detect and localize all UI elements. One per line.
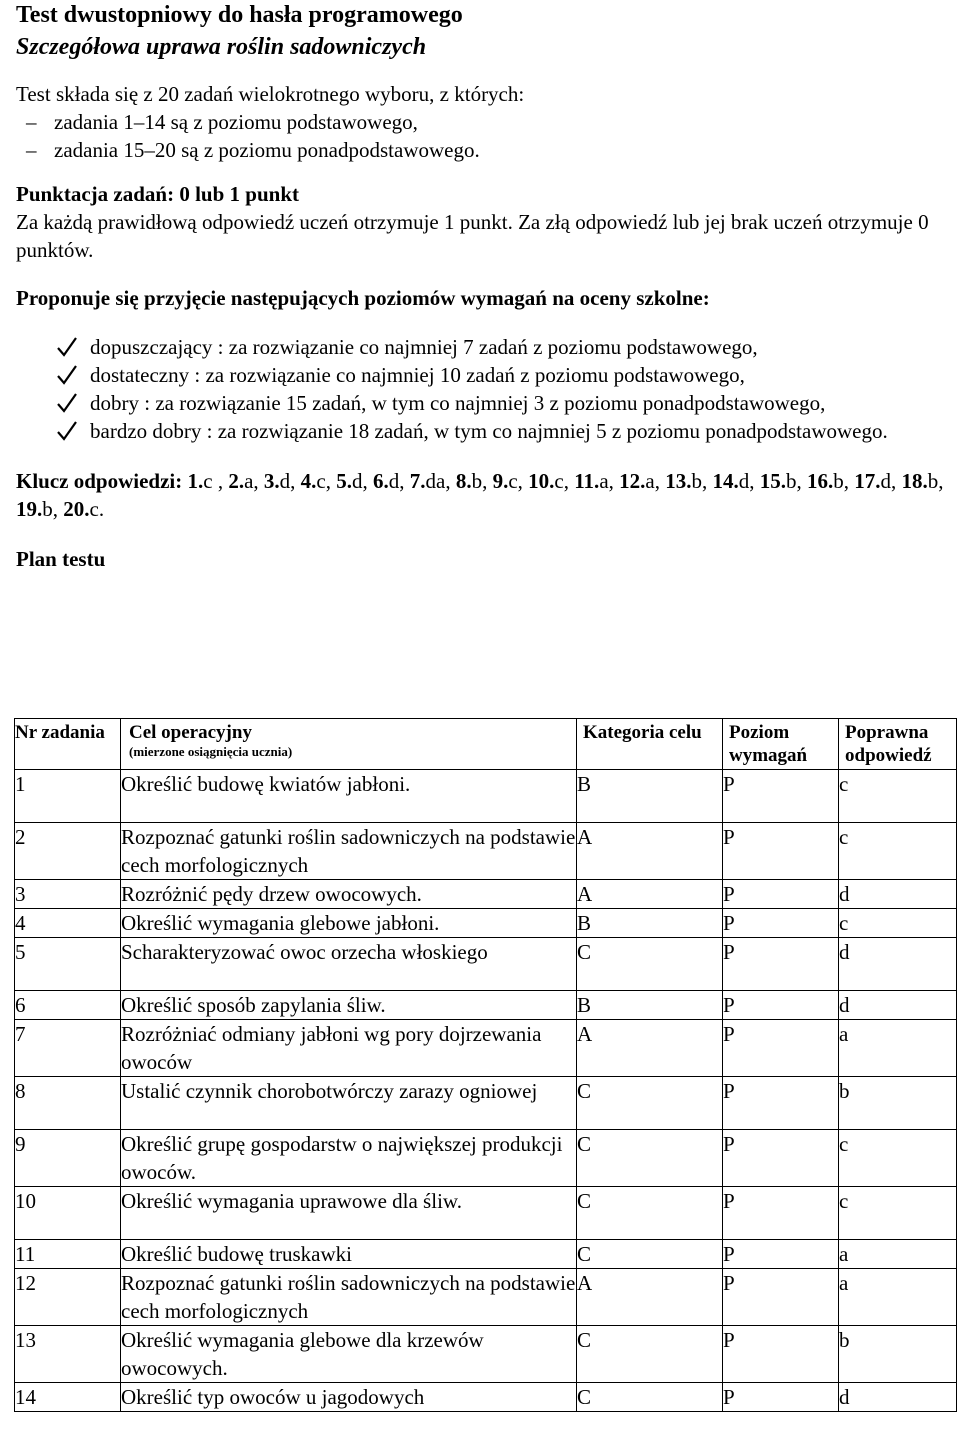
row-answer: b [839, 1326, 957, 1383]
dash-marker: – [26, 138, 37, 162]
row-category: C [577, 1240, 723, 1269]
requirement-item [16, 389, 952, 417]
table-row [15, 1130, 957, 1187]
row-answer: c [839, 823, 957, 880]
requirement-text: dobry : za rozwiązanie 15 zadań, w tym co najmniej 3 z poziomu ponadpodstawowego, [90, 391, 826, 415]
checkmark-icon [56, 389, 78, 417]
row-number: 14 [15, 1383, 121, 1412]
row-goal: Określić budowę kwiatów jabłoni. [121, 770, 577, 823]
intro-item-text: zadania 15–20 są z poziomu ponadpodstawowego. [54, 138, 480, 162]
row-level: P [723, 1269, 839, 1326]
row-category: A [577, 1269, 723, 1326]
row-number: 1 [15, 770, 121, 823]
row-number: 3 [15, 880, 121, 909]
row-category: C [577, 1326, 723, 1383]
requirement-item [16, 333, 952, 361]
checkmark-icon [56, 361, 78, 389]
table-row [15, 1020, 957, 1077]
intro-line: Test składa się z 20 zadań wielokrotnego wyboru, z których: [16, 82, 525, 106]
intro-item-basic [16, 108, 952, 136]
row-goal: Ustalić czynnik chorobotwórczy zarazy ogniowej [121, 1077, 577, 1130]
table-row [15, 1383, 957, 1412]
row-goal: Rozpoznać gatunki roślin sadowniczych na podstawie cech morfologicznych [121, 1269, 577, 1326]
row-level: P [723, 991, 839, 1020]
checkmark-icon [56, 333, 78, 361]
row-number: 5 [15, 938, 121, 991]
row-answer: b [839, 1077, 957, 1130]
row-number: 2 [15, 823, 121, 880]
requirement-item [16, 361, 952, 389]
header-level: Poziom wymagań [723, 719, 839, 770]
answer-key-letter: a [599, 469, 609, 493]
requirement-text: bardzo dobry : za rozwiązanie 18 zadań, w tym co najmniej 5 z poziomu ponadpodstawowego. [90, 419, 888, 443]
row-category: B [577, 909, 723, 938]
row-number: 10 [15, 1187, 121, 1240]
answer-key-number: 16. [806, 469, 834, 493]
row-number: 8 [15, 1077, 121, 1130]
answer-key-letter: d [351, 469, 363, 493]
row-answer: a [839, 1240, 957, 1269]
answer-key-number: 11. [574, 469, 600, 493]
requirement-item [16, 417, 952, 445]
answer-key-letter: b [691, 469, 702, 493]
row-goal: Scharakteryzować owoc orzecha włoskiego [121, 938, 577, 991]
row-level: P [723, 1326, 839, 1383]
row-goal: Rozróżniać odmiany jabłoni wg pory dojrzewania owoców [121, 1020, 577, 1077]
requirement-text: dostateczny : za rozwiązanie co najmniej 10 zadań z poziomu podstawowego, [90, 363, 745, 387]
row-category: C [577, 938, 723, 991]
requirements-list [16, 333, 952, 445]
answer-key-number: 9. [492, 469, 509, 493]
answer-key-number: 19. [16, 497, 43, 521]
table-row [15, 1187, 957, 1240]
test-plan-table [14, 718, 957, 1412]
scoring-section [16, 180, 952, 264]
table-row [15, 1077, 957, 1130]
answer-key-letter: a [645, 469, 655, 493]
row-answer: c [839, 909, 957, 938]
answer-key-number: 8. [455, 469, 472, 493]
row-category: C [577, 1383, 723, 1412]
answer-key-letter: b [471, 469, 483, 493]
row-goal: Określić sposób zapylania śliw. [121, 991, 577, 1020]
row-level: P [723, 1187, 839, 1240]
answer-key-number: 5. [336, 469, 352, 493]
row-number: 11 [15, 1240, 121, 1269]
answer-key-number: 6. [372, 469, 389, 493]
row-answer: a [839, 1269, 957, 1326]
row-category: B [577, 991, 723, 1020]
row-category: B [577, 770, 723, 823]
row-goal: Określić wymagania glebowe jabłoni. [121, 909, 577, 938]
table-row [15, 880, 957, 909]
row-level: P [723, 823, 839, 880]
answer-key-number: 14. [712, 469, 739, 493]
row-answer: d [839, 1383, 957, 1412]
answer-key-letter: d [279, 469, 291, 493]
row-level: P [723, 1077, 839, 1130]
answer-key-letter: d [880, 469, 891, 493]
dash-marker: – [26, 110, 37, 134]
intro-item-advanced [16, 136, 952, 164]
row-goal: Określić grupę gospodarstw o największej produkcji owoców. [121, 1130, 577, 1187]
answer-key-number: 2. [228, 469, 245, 493]
table-row [15, 1326, 957, 1383]
row-level: P [723, 880, 839, 909]
answer-key-number: 1. [187, 469, 204, 493]
row-number: 7 [15, 1020, 121, 1077]
answer-key-letter: c [316, 469, 326, 493]
row-answer: c [839, 1187, 957, 1240]
row-goal: Rozróżnić pędy drzew owocowych. [121, 880, 577, 909]
row-number: 6 [15, 991, 121, 1020]
answer-key-letter: b [785, 469, 797, 493]
row-goal: Określić wymagania glebowe dla krzewów owocowych. [121, 1326, 577, 1383]
answer-key-number: 3. [263, 469, 280, 493]
intro-section [16, 80, 952, 164]
table-body [15, 770, 957, 1412]
header-answer: Poprawna odpowiedź [839, 719, 957, 770]
answer-key-heading: Klucz odpowiedzi: [16, 469, 183, 493]
answer-key-letter: b [927, 469, 939, 493]
header-goal [121, 719, 577, 770]
row-category: A [577, 1020, 723, 1077]
answer-key-letter: d [738, 469, 750, 493]
row-category: C [577, 1077, 723, 1130]
answer-key-letter: c. [89, 497, 105, 521]
document-title: Test dwustopniowy do hasła programowego [16, 2, 463, 28]
answer-key-letter: c [203, 469, 213, 493]
requirement-text: dopuszczający : za rozwiązanie co najmniej 7 zadań z poziomu podstawowego, [90, 335, 758, 359]
answer-key-number: 4. [300, 469, 317, 493]
answer-key-letter: b [833, 469, 844, 493]
header-category: Kategoria celu [577, 719, 723, 770]
row-level: P [723, 1240, 839, 1269]
answer-key-letter: c [554, 469, 564, 493]
answer-key-letter: c [508, 469, 518, 493]
table-row [15, 770, 957, 823]
row-category: C [577, 1130, 723, 1187]
answer-key-number: 20. [63, 497, 90, 521]
row-number: 12 [15, 1269, 121, 1326]
row-level: P [723, 1383, 839, 1412]
answer-key-letter: b [42, 497, 53, 521]
row-category: C [577, 1187, 723, 1240]
table-row [15, 938, 957, 991]
checkmark-icon [56, 417, 78, 445]
header-goal-sub: (mierzone osiągnięcia ucznia) [129, 744, 293, 759]
row-answer: d [839, 938, 957, 991]
table-row [15, 909, 957, 938]
answer-key-letter: d [388, 469, 400, 493]
table-row [15, 991, 957, 1020]
answer-key-list: 1.c , 2.a, 3.d, 4.c, 5.d, 6.d, 7.da, 8.b, 9.c, 10.c, 11.a, 12.a, 13.b, 14.d, 15.b, 16.b, 17.d, 18.b, 19.b, 20.c. [16, 469, 944, 521]
row-level: P [723, 909, 839, 938]
row-number: 9 [15, 1130, 121, 1187]
answer-key-number: 18. [901, 469, 928, 493]
row-number: 4 [15, 909, 121, 938]
row-goal: Rozpoznać gatunki roślin sadowniczych na podstawie cech morfologicznych [121, 823, 577, 880]
plan-title: Plan testu [16, 547, 106, 571]
intro-item-text: zadania 1–14 są z poziomu podstawowego, [54, 110, 418, 134]
row-answer: a [839, 1020, 957, 1077]
answer-key-number: 17. [854, 469, 881, 493]
table-row [15, 1269, 957, 1326]
answer-key-number: 12. [619, 469, 646, 493]
answer-key [16, 467, 952, 523]
answer-key-number: 13. [665, 469, 692, 493]
requirements-heading: Proponuje się przyjęcie następujących poziomów wymagań na oceny szkolne: [16, 286, 710, 310]
scoring-heading: Punktacja zadań: 0 lub 1 punkt [16, 182, 299, 206]
row-category: A [577, 880, 723, 909]
row-answer: c [839, 1130, 957, 1187]
row-level: P [723, 938, 839, 991]
scoring-text: Za każdą prawidłową odpowiedź uczeń otrzymuje 1 punkt. Za złą odpowiedź lub jej brak uczeń otrzymuje 0 punktów. [16, 210, 929, 262]
row-level: P [723, 770, 839, 823]
header-nr: Nr zadania [15, 719, 121, 770]
table-row [15, 1240, 957, 1269]
row-goal: Określić budowę truskawki [121, 1240, 577, 1269]
document-page [16, 0, 952, 594]
row-level: P [723, 1020, 839, 1077]
row-answer: c [839, 770, 957, 823]
table-row [15, 823, 957, 880]
header-goal-label: Cel operacyjny [129, 722, 252, 743]
table-header-row [15, 719, 957, 770]
row-answer: d [839, 991, 957, 1020]
answer-key-letter: da [425, 469, 446, 493]
answer-key-number: 7. [409, 469, 426, 493]
row-level: P [723, 1130, 839, 1187]
row-answer: d [839, 880, 957, 909]
row-goal: Określić typ owoców u jagodowych [121, 1383, 577, 1412]
document-subtitle: Szczegółowa uprawa roślin sadowniczych [16, 34, 427, 60]
answer-key-number: 15. [759, 469, 786, 493]
row-goal: Określić wymagania uprawowe dla śliw. [121, 1187, 577, 1240]
row-number: 13 [15, 1326, 121, 1383]
answer-key-number: 10. [528, 469, 555, 493]
row-category: A [577, 823, 723, 880]
answer-key-letter: a [244, 469, 254, 493]
